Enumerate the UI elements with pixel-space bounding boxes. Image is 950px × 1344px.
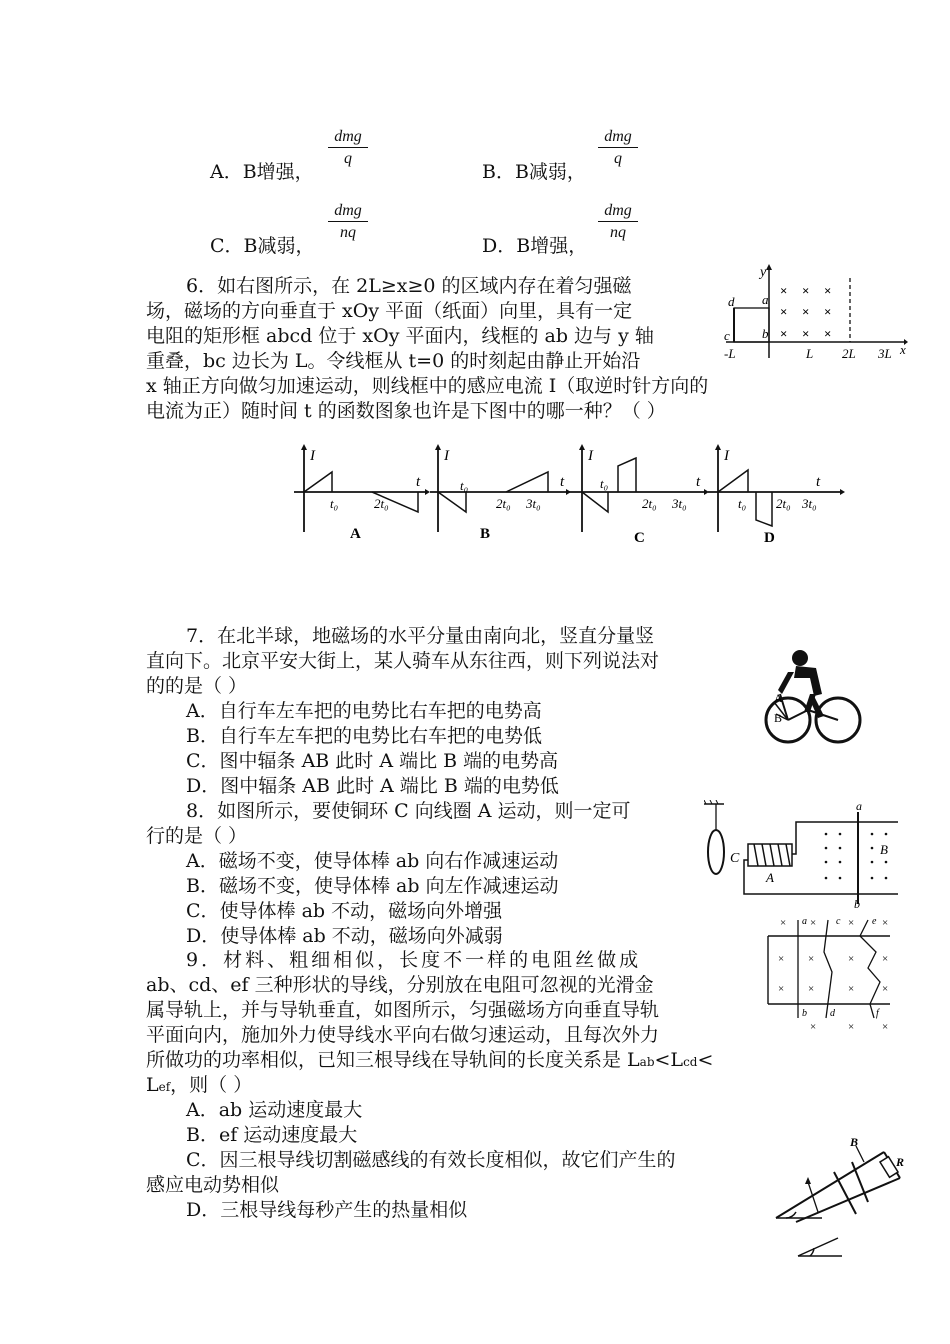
svg-text:×: × <box>882 1021 889 1033</box>
svg-text:×: × <box>810 1021 817 1033</box>
q9-option-b: B．ef 运动速度最大 <box>186 1124 358 1146</box>
q7-option-c: C．图中辐条 AB 此时 A 端比 B 端的电势高 <box>186 750 559 772</box>
svg-text:×: × <box>824 326 832 341</box>
svg-text:a: a <box>762 292 769 307</box>
svg-text:×: × <box>810 917 817 929</box>
incline-figure <box>772 1132 910 1260</box>
svg-text:×: × <box>778 983 785 995</box>
q8-option-d: D．使导体棒 ab 不动，磁场向外减弱 <box>186 925 503 947</box>
svg-text:3t₀: 3t₀ <box>802 496 817 511</box>
svg-text:B: B <box>880 842 888 857</box>
bicycle-figure <box>760 642 864 746</box>
svg-text:×: × <box>848 917 855 929</box>
q8-line-1: 8．如图所示，要使铜环 C 向线圈 A 运动，则一定可 <box>186 800 631 822</box>
q9-option-a: A．ab 运动速度最大 <box>186 1099 363 1121</box>
svg-text:D: D <box>764 530 775 546</box>
svg-text:B: B <box>774 711 783 725</box>
q6-line-4: 重叠，bc 边长为 L。令线框从 t=0 的时刻起由静止开始沿 <box>146 350 641 372</box>
svg-text:2t₀: 2t₀ <box>776 496 791 511</box>
svg-text:×: × <box>780 304 788 319</box>
svg-text:2t₀: 2t₀ <box>642 496 657 511</box>
svg-text:t₀: t₀ <box>738 496 747 511</box>
svg-text:I: I <box>724 448 729 464</box>
svg-text:R: R <box>896 1155 905 1169</box>
svg-text:I: I <box>444 448 449 464</box>
q9-option-c-cont: 感应电动势相似 <box>146 1174 280 1196</box>
svg-text:t: t <box>696 474 701 490</box>
q5-option-b: B．B减弱， <box>482 161 586 183</box>
rails-figure <box>764 912 894 1034</box>
graph-c <box>568 444 709 546</box>
svg-text:I: I <box>310 448 315 464</box>
svg-text:3t₀: 3t₀ <box>672 496 687 511</box>
graph-b <box>430 444 571 542</box>
svg-text:b: b <box>854 897 860 908</box>
q5-option-a-fraction: dmg q <box>328 128 368 168</box>
q5-option-b-fraction: dmg q <box>598 128 638 168</box>
svg-text:a: a <box>802 916 807 927</box>
svg-text:×: × <box>824 283 832 298</box>
svg-text:3L: 3L <box>878 346 892 361</box>
svg-text:t₀: t₀ <box>460 478 469 493</box>
svg-text:y: y <box>760 265 767 280</box>
q5-option-d-fraction: dmg nq <box>598 202 638 242</box>
svg-text:×: × <box>848 953 855 965</box>
q7-option-a: A．自行车左车把的电势比右车把的电势高 <box>186 700 542 722</box>
svg-text:t₀: t₀ <box>330 496 339 511</box>
q6-line-1: 6．如右图所示，在 2L≥x≥0 的区域内存在着匀强磁 <box>186 275 632 297</box>
svg-text:B: B <box>480 526 491 542</box>
svg-text:×: × <box>778 953 785 965</box>
svg-text:d: d <box>830 1008 835 1019</box>
svg-text:×: × <box>882 953 889 965</box>
q9-line-2: ab、cd、ef 三种形状的导线，分别放在电阻可忽视的光滑金 <box>146 974 654 996</box>
q7-line-1: 7．在北半球，地磁场的水平分量由南向北，竖直分量竖 <box>186 625 655 647</box>
q7-line-3: 的的是（ ） <box>146 675 248 697</box>
q9-option-c: C．因三根导线切割磁感线的有效长度相似，故它们产生的 <box>186 1149 676 1171</box>
svg-text:t: t <box>560 474 565 490</box>
svg-text:c: c <box>724 328 730 343</box>
svg-text:×: × <box>780 326 788 341</box>
graph-a <box>294 444 430 542</box>
svg-text:t₀: t₀ <box>600 476 609 491</box>
svg-text:×: × <box>802 304 810 319</box>
q9-line-1: 9．材料、粗细相似，长度不一样的电阻丝做成 <box>186 949 642 971</box>
svg-text:C: C <box>730 851 740 866</box>
svg-text:a: a <box>856 800 862 813</box>
svg-text:d: d <box>728 294 735 309</box>
q7-line-2: 直向下。北京平安大街上，某人骑车从东往西，则下列说法对 <box>146 650 660 672</box>
svg-text:t: t <box>416 474 421 490</box>
svg-text:2t₀: 2t₀ <box>496 496 511 511</box>
svg-text:×: × <box>802 326 810 341</box>
svg-text:C: C <box>634 530 645 546</box>
svg-text:×: × <box>882 917 889 929</box>
svg-text:A: A <box>774 691 783 705</box>
svg-text:2L: 2L <box>842 346 856 361</box>
svg-text:×: × <box>808 953 815 965</box>
svg-text:B: B <box>850 1135 859 1149</box>
q5-option-c-fraction: dmg nq <box>328 202 368 242</box>
graph-d <box>708 444 845 546</box>
svg-text:×: × <box>824 304 832 319</box>
svg-text:×: × <box>848 1021 855 1033</box>
svg-text:A: A <box>766 870 774 885</box>
svg-text:b: b <box>762 326 769 341</box>
svg-text:×: × <box>802 283 810 298</box>
svg-text:×: × <box>882 983 889 995</box>
q9-line-3: 属导轨上，并与导轨垂直，如图所示，匀强磁场方向垂直导轨 <box>146 999 660 1021</box>
svg-text:A: A <box>350 526 361 542</box>
q7-option-d: D．图中辐条 AB 此时 A 端比 B 端的电势低 <box>186 775 559 797</box>
q6-field-figure <box>722 262 908 362</box>
svg-text:×: × <box>848 983 855 995</box>
q9-option-d: D．三根导线每秒产生的热量相似 <box>186 1199 468 1221</box>
svg-text:L: L <box>806 346 814 361</box>
svg-text:×: × <box>808 983 815 995</box>
svg-text:-L: -L <box>724 346 736 361</box>
q6-line-5: x 轴正方向做匀加速运动，则线框中的感应电流 I（取逆时针方向的 <box>146 375 709 397</box>
svg-text:2t₀: 2t₀ <box>374 496 389 511</box>
svg-text:b: b <box>802 1008 807 1019</box>
q9-line-6: Lef，则（ ） <box>146 1074 253 1096</box>
q5-option-c: C．B减弱， <box>210 235 315 257</box>
q6-line-2: 场，磁场的方向垂直于 xOy 平面（纸面）向里，具有一定 <box>146 300 633 322</box>
ring-coil-figure <box>704 800 898 908</box>
q8-option-b: B．磁场不变，使导体棒 ab 向左作减速运动 <box>186 875 559 897</box>
q7-option-b: B．自行车左车把的电势比右车把的电势低 <box>186 725 542 747</box>
q6-line-3: 电阻的矩形框 abcd 位于 xOy 平面内，线框的 ab 边与 y 轴 <box>146 325 654 347</box>
svg-text:×: × <box>780 917 787 929</box>
q5-option-d: D．B增强， <box>482 235 588 257</box>
svg-text:×: × <box>780 283 788 298</box>
svg-text:x: x <box>900 342 906 357</box>
q6-line-6: 电流为正）随时间 t 的函数图象也许是下图中的哪一种？（ ） <box>146 400 666 422</box>
q8-option-c: C．使导体棒 ab 不动，磁场向外增强 <box>186 900 503 922</box>
q5-option-a: A．B增强， <box>210 161 314 183</box>
q9-line-4: 平面向内，施加外力使导线水平向右做匀速运动，且每次外力 <box>146 1024 660 1046</box>
svg-text:c: c <box>836 916 841 927</box>
svg-text:I: I <box>588 448 593 464</box>
q8-option-a: A．磁场不变，使导体棒 ab 向右作减速运动 <box>186 850 559 872</box>
svg-text:3t₀: 3t₀ <box>526 496 541 511</box>
q6-answer-graphs <box>290 442 850 546</box>
q8-line-2: 行的是（ ） <box>146 825 248 847</box>
q9-line-5: 所做功的功率相似，已知三根导线在导轨间的长度关系是 Lab<Lcd< <box>146 1049 714 1071</box>
svg-text:t: t <box>816 474 821 490</box>
svg-text:e: e <box>872 916 877 927</box>
svg-text:f: f <box>876 1008 879 1019</box>
